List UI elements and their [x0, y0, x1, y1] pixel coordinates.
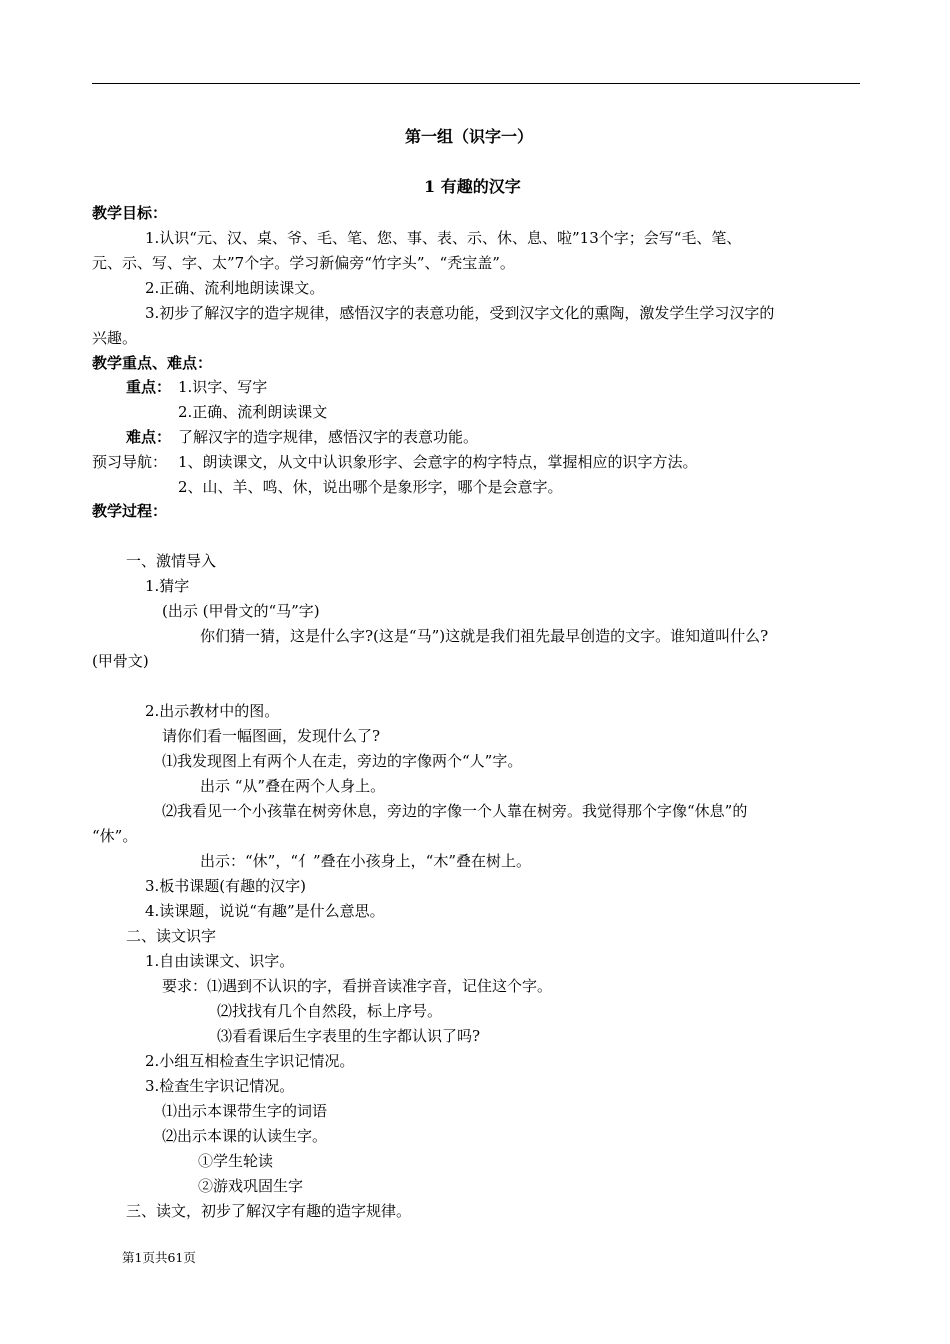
- objective-item-1-line-2: 元、示、写、字、太”7个字。学习新偏旁“竹字头”、“秃宝盖”。: [92, 254, 515, 272]
- process-line: 出示：“休”，“亻”叠在小孩身上，“木”叠在树上。: [200, 852, 532, 870]
- process-line: 1.猜字: [145, 577, 190, 595]
- process-line: 2.小组互相检查生字识记情况。: [145, 1052, 355, 1070]
- preview-item-2: 2、山、羊、鸣、休，说出哪个是象形字，哪个是会意字。: [178, 478, 563, 496]
- focus-item-2: 2.正确、流利朗读课文: [178, 403, 328, 421]
- process-line: (出示 (甲骨文的“马”字): [162, 602, 320, 620]
- process-line: 三、读文，初步了解汉字有趣的造字规律。: [126, 1202, 412, 1220]
- page-footer: 第1页共61页: [122, 1250, 196, 1265]
- process-line: ⑴出示本课带生字的词语: [162, 1102, 328, 1120]
- focus-label: 重点：: [126, 378, 172, 396]
- header-rule: [92, 83, 860, 84]
- objective-item-3-line-2: 兴趣。: [92, 329, 138, 347]
- process-line: 3.检查生字识记情况。: [145, 1077, 295, 1095]
- process-line: ②游戏巩固生字: [198, 1177, 304, 1195]
- difficulty-text: 了解汉字的造字规律，感悟汉字的表意功能。: [178, 428, 479, 446]
- process-line: 出示 “从”叠在两个人身上。: [200, 777, 386, 795]
- process-line: 一、激情导入: [126, 552, 217, 570]
- objective-item-1-line-1: 1.认识“元、汉、桌、爷、毛、笔、您、事、表、示、休、息、啦”13个字；会写“毛、笔、: [145, 229, 742, 247]
- process-line: ⑴我发现图上有两个人在走，旁边的字像两个“人”字。: [162, 752, 523, 770]
- process-line: “休”。: [92, 827, 138, 845]
- difficulty-label: 难点：: [126, 428, 172, 446]
- process-line: 你们猜一猜，这是什么字?(这是“马”)这就是我们祖先最早创造的文字。谁知道叫什么?: [200, 627, 769, 645]
- process-line: ⑵我看见一个小孩靠在树旁休息，旁边的字像一个人靠在树旁。我觉得那个字像“休息”的: [162, 802, 748, 820]
- process-line: (甲骨文): [92, 652, 149, 670]
- process-line: ①学生轮读: [198, 1152, 274, 1170]
- objective-item-3-line-1: 3.初步了解汉字的造字规律，感悟汉字的表意功能，受到汉字文化的熏陶，激发学生学习汉字的: [145, 304, 775, 322]
- process-line: 要求：⑴遇到不认识的字，看拼音读准字音，记住这个字。: [162, 977, 553, 995]
- process-line: 2.出示教材中的图。: [145, 702, 280, 720]
- process-line: ⑶看看课后生字表里的生字都认识了吗?: [217, 1027, 481, 1045]
- process-line: 3.板书课题(有趣的汉字): [145, 877, 307, 895]
- process-heading: 教学过程：: [92, 502, 168, 520]
- key-points-heading: 教学重点、难点：: [92, 354, 213, 372]
- objective-item-2: 2.正确、流利地朗读课文。: [145, 279, 325, 297]
- process-line: 1.自由读课文、识字。: [145, 952, 295, 970]
- preview-item-1: 1、朗读课文，从文中认识象形字、会意字的构字特点，掌握相应的识字方法。: [178, 453, 698, 471]
- objectives-heading: 教学目标：: [92, 204, 168, 222]
- process-line: ⑵出示本课的认读生字。: [162, 1127, 328, 1145]
- focus-item-1: 1.识字、写字: [178, 378, 268, 396]
- process-line: 二、读文识字: [126, 927, 217, 945]
- process-line: ⑵找找有几个自然段，标上序号。: [217, 1002, 443, 1020]
- process-line: 请你们看一幅图画，发现什么了?: [162, 727, 381, 745]
- lesson-title: 1 有趣的汉字: [424, 177, 521, 196]
- process-line: 4.读课题，说说“有趣”是什么意思。: [145, 902, 385, 920]
- preview-label: 预习导航：: [92, 453, 168, 471]
- group-title: 第一组（识字一）: [405, 127, 534, 146]
